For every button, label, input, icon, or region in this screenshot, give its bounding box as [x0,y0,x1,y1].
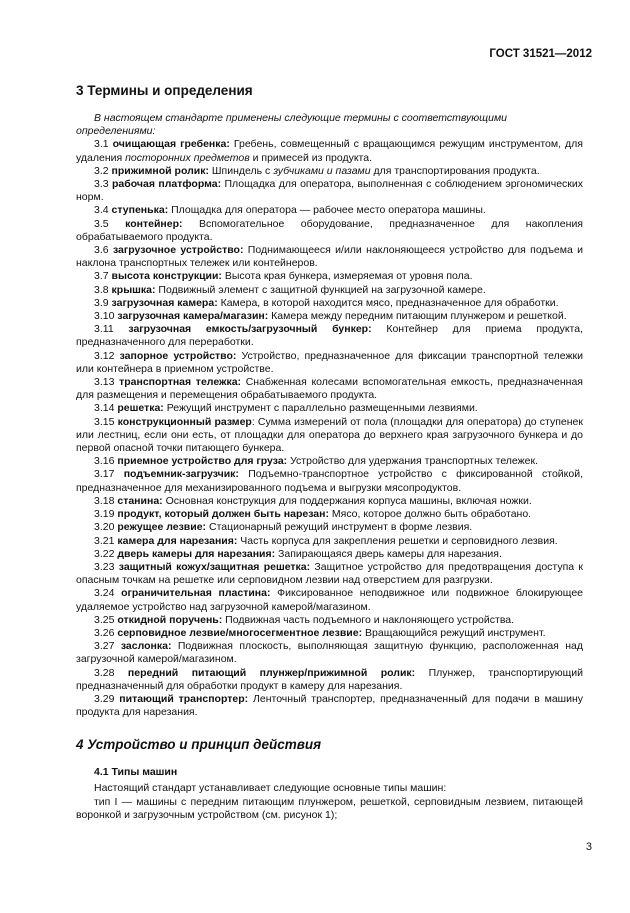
term-definition [76,561,583,587]
term-name: загрузочная емкость/загрузочный бункер: [128,323,372,336]
term-def: Подвижная часть подъемного и наклоняющего устройства. [222,613,515,626]
term-def: Основная конструкция для поддержания корпуса машины, включая ножки. [162,494,532,507]
term-name: конструкционный размер [117,415,252,428]
term-name: загрузочное устройство: [112,244,244,257]
term-definition [76,587,583,613]
term-definition [76,521,583,534]
term-name: заслонка: [120,640,172,653]
term-definition [76,640,583,666]
term-name: запорное устройство: [119,349,237,362]
term-def: Гребень, совмещенный с вращающимся режущим инструментом, для удаления [76,138,583,164]
term-name: серповидное лезвие/многосегментное лезвие: [117,626,363,639]
term-def: Режущий инструмент с параллельно размещенными лезвиями. [163,402,478,415]
term-number: 3.10 [94,310,115,323]
page-number: 3 [585,841,592,853]
term-name: откидной поручень: [117,613,223,626]
term-def-tail: и примесей из продукта. [249,151,372,164]
term-definition [76,508,583,521]
term-name: защитный кожух/защитная решетка: [118,560,311,573]
term-name: ограничительная пластина: [121,587,271,600]
term-definition [76,402,583,415]
term-number: 3.16 [94,455,115,468]
term-name: дверь камеры для нарезания: [117,547,276,560]
term-definition [76,693,583,719]
term-definition [76,350,583,376]
term-definition [76,165,583,178]
term-def: Шпиндель с [208,164,274,177]
term-number: 3.6 [94,244,109,257]
term-name: продукт, который должен быть нарезан: [117,508,329,521]
term-def-tail: для транспортирования продукта. [370,164,540,177]
term-name: камера для нарезания: [117,534,238,547]
term-number: 3.11 [94,323,114,336]
term-name: контейнер: [125,217,183,230]
term-name: загрузочная камера/магазин: [117,310,269,323]
term-name: высота конструкции: [111,270,222,283]
term-definition [76,270,583,283]
standard-number: ГОСТ 31521—2012 [489,48,592,60]
term-definition [76,667,583,693]
term-definition [76,376,583,402]
term-number: 3.5 [94,217,109,230]
term-def: Защитное устройство для предотвращения доступа к опасным точкам на решетке или серповидном лезвии над отверстием для разгрузки. [76,560,584,587]
term-number: 3.23 [94,560,115,573]
term-number: 3.8 [94,283,109,296]
term-def: Устройство для удержания транспортных тележек. [287,455,539,468]
term-name: крышка: [111,283,156,296]
term-def: Площадка для оператора — рабочее место оператора машины. [168,204,486,217]
term-number: 3.12 [94,349,115,362]
term-name: транспортная тележка: [119,376,242,389]
term-def-italic: посторонних предметов [125,151,250,164]
section-3-title: 3 Термины и определения [76,83,253,98]
page-content [76,83,583,822]
term-name: ступенька: [111,204,169,217]
term-def: Подъемно-транспортное устройство с фиксированной стойкой, предназначенное для механизированного подъема и выгрузки мясопродуктов. [76,468,583,494]
term-number: 3.18 [94,494,115,507]
section-3-intro: В настоящем стандарте применены следующие термины с соответствующими определениями: [76,112,507,138]
term-number: 3.1 [94,138,109,151]
term-number: 3.3 [94,178,109,191]
term-definition [76,297,583,310]
term-number: 3.29 [94,692,115,705]
term-def: : Сумма измерений от пола (площадки для оператора) до ступенек или лестниц, если они есть, от площадки для оператора до верхнего края загрузочного бункера и до первой опасной точки питающего бункера. [76,415,583,455]
term-definition [76,284,583,297]
term-name: станина: [117,494,163,507]
term-name: питающий транспортер: [119,692,249,705]
section-4-title: 4 Устройство и принцип действия [76,737,322,753]
term-number: 3.15 [94,415,115,428]
term-name: решетка: [117,402,164,415]
term-number: 3.21 [94,534,115,547]
term-def: Часть корпуса для закрепления решетки и серповидного лезвия. [237,534,558,547]
term-number: 3.22 [94,547,115,560]
term-number: 3.14 [94,402,115,415]
term-name: режущее лезвие: [117,521,207,534]
term-number: 3.13 [94,376,115,389]
term-definition [76,548,583,561]
term-definition [76,468,583,494]
term-definition [76,416,583,456]
section-4-paragraph: тип I — машины с передним питающим плунжером, решеткой, серповидным лезвием, питающей воронкой и загрузочным устройством (см. рисунок 1); [76,795,583,821]
term-def: Устройство, предназначенное для фиксации транспортной тележки или контейнера в приемном устройстве. [76,349,584,375]
term-name: прижимной ролик: [111,164,209,177]
term-number: 3.4 [94,204,109,217]
term-definition [76,218,583,244]
term-name: подъемник-загрузчик: [123,468,239,481]
term-definition [76,323,583,349]
term-def: Стационарный режущий инструмент в форме лезвия. [206,521,473,534]
term-definition [76,535,583,548]
term-number: 3.24 [94,587,115,600]
term-name: передний питающий плунжер/прижимной ролик: [127,666,416,679]
term-name: приемное устройство для груза: [117,455,288,468]
term-def-italic: зубчиками и пазами [273,164,371,177]
term-name: загрузочная камера: [111,296,218,309]
term-number: 3.27 [94,640,115,653]
section-4-paragraph: Настоящий стандарт устанавливает следующие основные типы машин: [94,782,447,795]
term-def: Поднимающееся и/или наклоняющееся устройство для подъема и наклона транспортных тележек или контейнеров. [76,244,584,270]
term-definition [76,455,583,468]
term-def: Площадка для оператора, выполненная с соблюдением эргономических норм. [76,178,583,204]
term-def: Подвижная плоскость, выполняющая защитную функцию, расположенная над загрузочной камерой/магазином. [76,640,583,666]
term-number: 3.2 [94,164,109,177]
term-number: 3.25 [94,613,115,626]
term-def: Высота края бункера, измеряемая от уровня пола. [221,270,473,283]
term-name: рабочая платформа: [112,178,222,191]
term-number: 3.7 [94,270,109,283]
term-def: Снабженная колесами вспомогательная емкость, предназначенная для размещения и перемещения обрабатываемого продукта. [76,376,583,402]
term-definition [76,204,583,217]
term-number: 3.26 [94,626,115,639]
subsection-4-1-title: 4.1 Типы машин [94,766,178,779]
term-definition [76,138,583,164]
term-def: Подвижный элемент с защитной функцией на загрузочной камере. [155,283,486,296]
term-def: Камера между передним питающим плунжером и решеткой. [268,310,567,323]
term-definition [76,178,583,204]
term-name: очищающая гребенка: [112,138,230,151]
term-def: Фиксированное неподвижное или подвижное блокирующее удаляемое устройство над загрузочной камерой/магазином. [76,587,583,613]
term-definition [76,627,583,640]
term-def: Камера, в которой находится мясо, предназначенное для обработки. [217,296,559,309]
term-def: Ленточный транспортер, предназначенный для подачи в машину продукта для нарезания. [76,692,584,719]
term-number: 3.19 [94,508,115,521]
term-definition [76,495,583,508]
term-def: Запирающаяся дверь камеры для нарезания. [275,547,502,560]
term-number: 3.17 [94,468,115,481]
term-def: Плунжер, транспортирующий предназначенный для обработки продукт в камеру для нарезания. [76,666,583,692]
term-number: 3.9 [94,296,109,309]
spacer [76,719,583,737]
terms-list [76,138,583,719]
term-def: Вспомогательное оборудование, предназначенное для накопления обрабатываемого продукта. [76,217,583,243]
term-definition [76,244,583,270]
term-def: Вращающийся режущий инструмент. [362,626,546,639]
term-definition [76,310,583,323]
term-number: 3.20 [94,521,115,534]
term-number: 3.28 [94,666,115,679]
term-def: Мясо, которое должно быть обработано. [328,508,532,521]
term-definition [76,614,583,627]
term-def: Контейнер для приема продукта, предназначенного для переработки. [76,323,584,349]
